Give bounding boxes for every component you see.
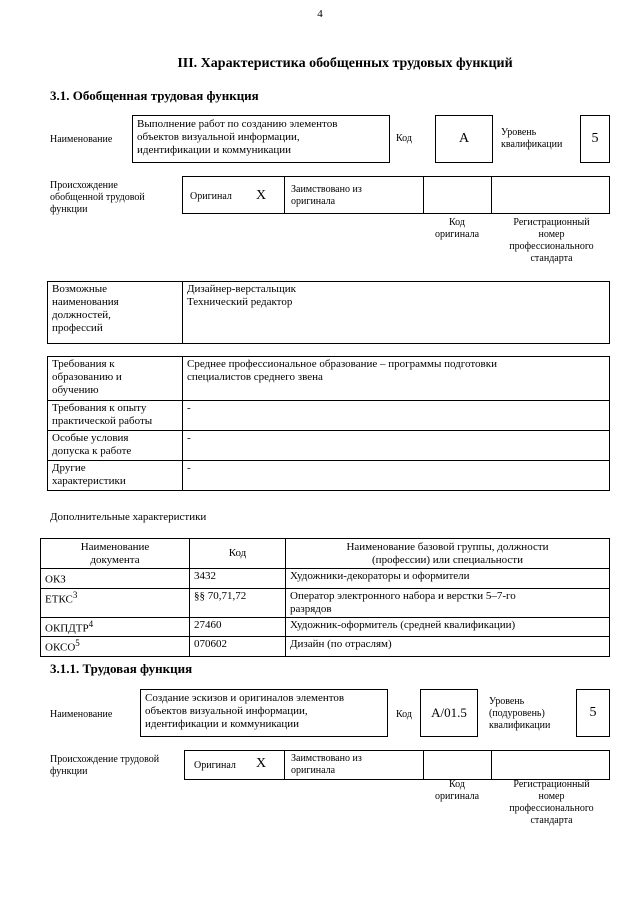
gtf-name-box: Выполнение работ по созданию элементов объектов визуальной информации, идентификации и коммуникации [132,115,390,163]
doc-code: 3432 [190,569,286,589]
gtf-code-label: Код [396,133,412,144]
requirements-label: Особые условия допуска к работе [48,431,183,461]
table-row [41,637,610,657]
tf-divider-3 [491,750,492,780]
table-row [41,569,610,589]
tf-original-label: Оригинал [194,760,236,771]
positions-table [47,281,610,344]
page-number: 4 [317,8,323,20]
gtf-borrowed-label: Заимствовано из оригинала [291,184,362,207]
gtf-reg-number-caption: Регистрационный номер профессионального стандарта [509,217,594,264]
gtf-level-label: Уровень квалификации [501,127,563,150]
requirements-value: - [183,431,610,461]
additional-table [40,538,610,657]
footnote-mark: 4 [88,618,94,629]
tf-heading: 3.1.1. Трудовая функция [50,661,193,676]
doc-code: 27460 [190,617,286,637]
gtf-code-box: A [435,115,493,163]
doc-name: ОКСО [45,641,76,654]
table-row [41,617,610,637]
tf-code-original-caption: Код оригинала [434,779,480,802]
tf-level-box: 5 [576,689,610,737]
tf-name-box: Создание эскизов и оригиналов элементов объектов визуальной информации, идентификации и коммуникации [140,689,388,737]
footnote-mark: 3 [72,589,78,600]
tf-origin-row [184,750,610,780]
tf-level-label: Уровень (подуровень) квалификации [489,696,551,731]
footnote-mark: 5 [75,638,80,649]
gtf-divider-1 [284,176,285,214]
requirements-table [47,356,610,491]
gtf-original-label: Оригинал [190,191,232,202]
tf-name-label: Наименование [50,709,113,720]
tf-origin-label: Происхождение трудовой функции [50,754,160,777]
tf-divider-1 [284,750,285,780]
gtf-divider-2 [423,176,424,214]
tf-borrowed-label: Заимствовано из оригинала [291,753,362,776]
doc-group-name: Оператор электронного набора и верстки 5–7-го разрядов [286,588,610,617]
additional-header-code: Код [190,539,286,569]
doc-name: ОКЗ [45,573,66,586]
doc-code: 070602 [190,637,286,657]
tf-divider-2 [423,750,424,780]
gtf-original-mark: X [256,188,267,203]
doc-name: ЕТКС [45,593,73,606]
doc-group-name: Художники-декораторы и оформители [286,569,610,589]
additional-header-doc: Наименование документа [41,539,190,569]
doc-code: §§ 70,71,72 [190,588,286,617]
requirements-label: Требования к образованию и обучению [48,357,183,401]
gtf-origin-label: Происхождение обобщенной трудовой функции [50,180,145,215]
section-title: III. Характеристика обобщенных трудовых функций [177,56,513,71]
positions-label: Возможные наименования должностей, профессий [48,282,183,344]
requirements-value: - [183,401,610,431]
positions-value: Дизайнер-верстальщик Технический редактор [183,282,610,344]
gtf-name-label: Наименование [50,134,113,145]
tf-reg-number-caption: Регистрационный номер профессионального стандарта [509,779,594,826]
gtf-origin-row [182,176,610,214]
tf-original-mark: X [256,756,267,771]
gtf-divider-3 [491,176,492,214]
table-row [41,588,610,617]
requirements-label: Требования к опыту практической работы [48,401,183,431]
additional-heading: Дополнительные характеристики [50,511,207,523]
gtf-heading: 3.1. Обобщенная трудовая функция [50,88,259,103]
doc-group-name: Дизайн (по отраслям) [286,637,610,657]
gtf-level-box: 5 [580,115,610,163]
tf-code-box: A/01.5 [420,689,478,737]
doc-group-name: Художник-оформитель (средней квалификации) [286,617,610,637]
gtf-code-original-caption: Код оригинала [434,217,480,240]
tf-code-label: Код [396,709,412,720]
requirements-value: Среднее профессиональное образование – программы подготовки специалистов среднего звена [183,357,610,401]
doc-name: ОКПДТР [45,622,89,635]
requirements-label: Другие характеристики [48,461,183,491]
requirements-value: - [183,461,610,491]
additional-header-name: Наименование базовой группы, должности (профессии) или специальности [286,539,610,569]
